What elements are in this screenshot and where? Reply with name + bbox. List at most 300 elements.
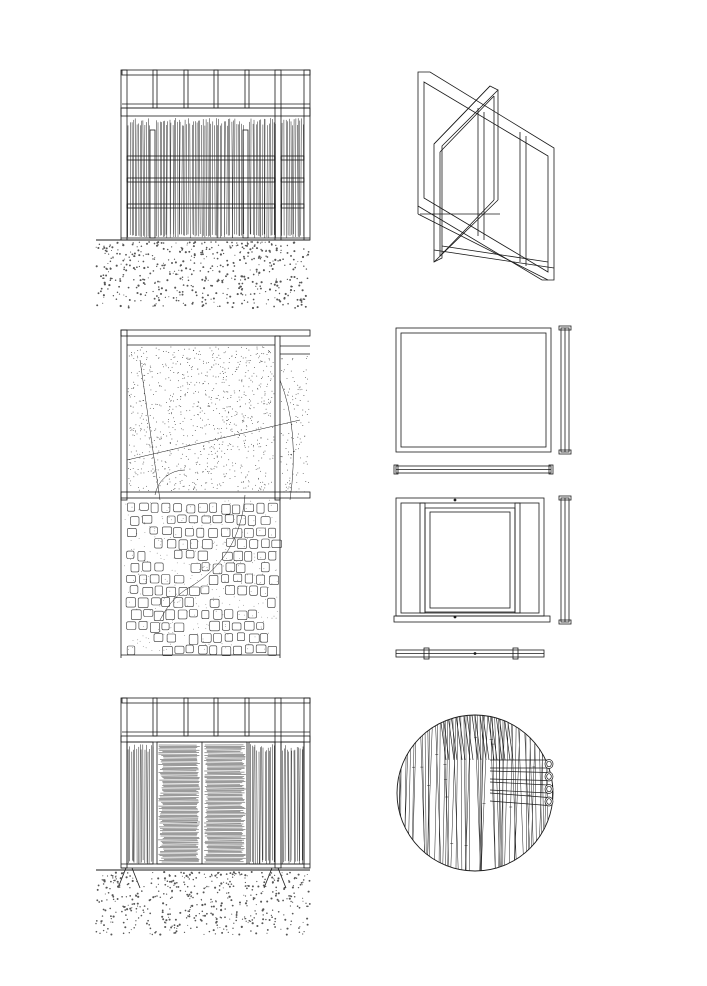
texture-dot xyxy=(112,256,113,257)
texture-dot xyxy=(246,348,247,349)
texture-dot xyxy=(175,585,176,586)
paving-stone xyxy=(138,551,145,561)
texture-dot xyxy=(189,469,190,470)
texture-dot xyxy=(148,638,149,639)
texture-dot xyxy=(267,404,268,405)
texture-dot xyxy=(231,242,233,244)
texture-dot xyxy=(113,295,114,296)
texture-dot xyxy=(183,375,184,376)
texture-dot xyxy=(274,918,276,920)
texture-dot xyxy=(216,589,217,590)
texture-dot xyxy=(130,405,131,406)
texture-dot xyxy=(275,887,277,889)
texture-dot xyxy=(286,490,287,491)
texture-dot xyxy=(253,373,254,374)
texture-dot xyxy=(292,268,294,270)
texture-dot xyxy=(99,933,100,934)
texture-dot xyxy=(239,901,241,903)
texture-dot xyxy=(129,264,131,266)
texture-dot xyxy=(177,373,178,374)
texture-dot xyxy=(215,292,217,294)
texture-dot xyxy=(299,444,300,445)
texture-dot xyxy=(270,402,271,403)
texture-dot xyxy=(96,304,98,306)
texture-dot xyxy=(131,929,132,930)
texture-dot xyxy=(102,875,103,876)
texture-dot xyxy=(252,922,254,924)
texture-dot xyxy=(195,442,196,443)
texture-dot xyxy=(252,381,253,382)
texture-dot xyxy=(123,294,124,295)
texture-dot xyxy=(205,483,206,484)
texture-dot xyxy=(265,919,266,920)
texture-dot xyxy=(150,427,151,428)
texture-dot xyxy=(158,540,159,541)
texture-dot xyxy=(150,933,151,934)
texture-dot xyxy=(156,895,158,897)
texture-dot xyxy=(272,882,273,883)
texture-dot xyxy=(96,931,98,933)
texture-dot xyxy=(128,592,129,593)
texture-dot xyxy=(273,376,274,377)
texture-dot xyxy=(180,265,181,266)
texture-dot xyxy=(240,275,242,277)
texture-dot xyxy=(231,571,232,572)
texture-dot xyxy=(144,905,146,907)
texture-dot xyxy=(235,415,236,416)
texture-dot xyxy=(144,560,145,561)
texture-dot xyxy=(175,429,176,430)
hatch-line xyxy=(269,124,270,238)
texture-dot xyxy=(203,361,204,362)
texture-dot xyxy=(164,650,165,651)
texture-dot xyxy=(256,469,257,470)
texture-dot xyxy=(234,875,235,876)
paving-stone xyxy=(210,646,217,655)
texture-dot xyxy=(254,520,255,521)
texture-dot xyxy=(213,506,214,507)
texture-dot xyxy=(181,248,183,250)
texture-dot xyxy=(151,878,152,879)
texture-dot xyxy=(230,247,232,249)
texture-dot xyxy=(230,503,231,504)
texture-dot xyxy=(246,921,247,922)
texture-dot xyxy=(196,603,197,604)
texture-dot xyxy=(224,369,225,370)
texture-dot xyxy=(119,886,120,887)
texture-dot xyxy=(178,380,179,381)
texture-dot xyxy=(202,253,204,255)
texture-dot xyxy=(245,262,247,264)
hatch-line xyxy=(552,712,553,875)
texture-dot xyxy=(223,466,224,467)
hatch-line xyxy=(529,712,534,875)
texture-dot xyxy=(150,389,151,390)
texture-dot xyxy=(196,295,198,297)
texture-dot xyxy=(268,352,269,353)
texture-dot xyxy=(225,372,226,373)
texture-dot xyxy=(141,890,143,892)
texture-dot xyxy=(207,624,208,625)
texture-dot xyxy=(263,881,265,883)
paving-stone xyxy=(250,540,258,549)
texture-dot xyxy=(240,286,242,288)
texture-dot xyxy=(171,400,172,401)
hatch-line xyxy=(182,125,183,234)
texture-dot xyxy=(302,933,303,934)
texture-dot xyxy=(149,438,150,439)
texture-dot xyxy=(237,293,239,295)
hatch-line xyxy=(225,121,226,237)
texture-dot xyxy=(113,899,114,900)
texture-dot xyxy=(259,293,260,294)
texture-dot xyxy=(164,877,166,879)
texture-dot xyxy=(260,482,261,483)
texture-dot xyxy=(286,873,288,875)
texture-dot xyxy=(137,385,138,386)
texture-dot xyxy=(257,389,258,390)
texture-dot xyxy=(137,433,138,434)
texture-dot xyxy=(271,366,272,367)
texture-dot xyxy=(201,251,203,253)
texture-dot xyxy=(209,248,211,250)
texture-dot xyxy=(179,924,181,926)
hatch-line xyxy=(504,712,508,875)
texture-dot xyxy=(218,376,219,377)
texture-dot xyxy=(150,447,151,448)
paving-stone xyxy=(191,564,201,573)
texture-dot xyxy=(175,273,177,275)
texture-dot xyxy=(221,281,223,283)
texture-dot xyxy=(150,371,151,372)
texture-dot xyxy=(115,912,116,913)
texture-dot xyxy=(174,485,175,486)
texture-dot xyxy=(156,266,157,267)
texture-dot xyxy=(135,924,136,925)
texture-dot xyxy=(287,440,288,441)
texture-dot xyxy=(167,484,168,485)
paving-stone xyxy=(261,563,269,572)
texture-dot xyxy=(133,557,134,558)
texture-dot xyxy=(204,413,205,414)
texture-dot xyxy=(152,896,154,898)
texture-dot xyxy=(220,917,221,918)
texture-dot xyxy=(160,293,162,295)
texture-dot xyxy=(100,290,102,292)
texture-dot xyxy=(196,464,197,465)
texture-dot xyxy=(110,881,112,883)
texture-dot xyxy=(182,279,183,280)
texture-dot xyxy=(300,387,301,388)
texture-dot xyxy=(244,300,245,301)
texture-dot xyxy=(189,894,191,896)
texture-dot xyxy=(265,242,266,243)
texture-dot xyxy=(243,421,244,422)
texture-dot xyxy=(290,901,291,902)
texture-dot xyxy=(186,476,187,477)
texture-dot xyxy=(283,298,285,300)
texture-dot xyxy=(301,304,303,306)
texture-dot xyxy=(199,359,200,360)
texture-dot xyxy=(180,423,181,424)
texture-dot xyxy=(213,297,215,299)
texture-dot xyxy=(261,628,262,629)
texture-dot xyxy=(133,388,134,389)
texture-dot xyxy=(146,923,148,925)
texture-dot xyxy=(254,557,255,558)
texture-dot xyxy=(289,263,291,265)
texture-dot xyxy=(163,366,164,367)
texture-dot xyxy=(239,364,240,365)
texture-dot xyxy=(238,933,240,935)
texture-dot xyxy=(170,443,171,444)
texture-dot xyxy=(261,353,262,354)
texture-dot xyxy=(260,243,261,244)
paving-stone xyxy=(174,504,182,512)
texture-dot xyxy=(237,580,238,581)
texture-dot xyxy=(177,602,178,603)
paving-stone xyxy=(174,623,184,632)
texture-dot xyxy=(126,896,127,897)
texture-dot xyxy=(296,444,297,445)
texture-dot xyxy=(211,397,212,398)
texture-dot xyxy=(141,429,142,430)
texture-dot xyxy=(191,256,192,257)
texture-dot xyxy=(176,466,177,467)
side-elevation-with-door xyxy=(95,698,310,936)
paving-stone xyxy=(257,623,264,630)
texture-dot xyxy=(257,388,258,389)
paving-stone xyxy=(238,611,247,620)
texture-dot xyxy=(140,430,141,431)
texture-dot xyxy=(260,471,261,472)
texture-dot xyxy=(258,274,259,275)
texture-dot xyxy=(255,637,256,638)
texture-dot xyxy=(197,580,198,581)
texture-dot xyxy=(176,882,178,884)
texture-dot xyxy=(187,358,188,359)
texture-dot xyxy=(225,275,227,277)
texture-dot xyxy=(240,361,241,362)
texture-dot xyxy=(188,489,189,490)
texture-dot xyxy=(146,292,147,293)
texture-dot xyxy=(270,547,271,548)
texture-dot xyxy=(169,479,170,480)
texture-dot xyxy=(246,905,247,906)
texture-dot xyxy=(227,407,228,408)
texture-dot xyxy=(152,404,153,405)
texture-dot xyxy=(234,265,236,267)
texture-dot xyxy=(122,260,124,262)
texture-dot xyxy=(244,445,245,446)
texture-dot xyxy=(100,920,102,922)
texture-dot xyxy=(137,454,138,455)
texture-dot xyxy=(251,591,252,592)
texture-dot xyxy=(211,906,213,908)
texture-dot xyxy=(141,415,142,416)
texture-dot xyxy=(220,373,221,374)
texture-dot xyxy=(163,248,165,250)
texture-dot xyxy=(293,885,294,886)
texture-dot xyxy=(198,541,199,542)
texture-dot xyxy=(210,447,211,448)
texture-dot xyxy=(248,370,249,371)
texture-dot xyxy=(308,482,309,483)
texture-dot xyxy=(256,269,258,271)
texture-dot xyxy=(143,353,144,354)
texture-dot xyxy=(226,892,227,893)
texture-dot xyxy=(217,488,218,489)
paving-stone xyxy=(261,587,268,596)
texture-dot xyxy=(165,364,166,365)
texture-dot xyxy=(243,605,244,606)
texture-dot xyxy=(106,887,108,889)
texture-dot xyxy=(194,241,196,243)
texture-dot xyxy=(252,423,253,424)
texture-dot xyxy=(176,594,177,595)
texture-dot xyxy=(174,271,175,272)
texture-dot xyxy=(209,876,211,878)
texture-dot xyxy=(253,258,255,260)
texture-dot xyxy=(189,359,190,360)
texture-dot xyxy=(136,473,137,474)
texture-dot xyxy=(215,901,216,902)
texture-dot xyxy=(186,509,187,510)
texture-dot xyxy=(216,252,218,254)
texture-dot xyxy=(145,364,146,365)
texture-dot xyxy=(152,371,153,372)
texture-dot xyxy=(260,901,262,903)
texture-dot xyxy=(154,259,155,260)
texture-dot xyxy=(212,357,213,358)
texture-dot xyxy=(216,545,217,546)
texture-dot xyxy=(145,254,146,255)
texture-dot xyxy=(260,489,261,490)
texture-dot xyxy=(199,913,200,914)
texture-dot xyxy=(241,472,242,473)
texture-dot xyxy=(147,622,148,623)
texture-dot xyxy=(143,419,144,420)
texture-dot xyxy=(170,406,171,407)
texture-dot xyxy=(308,409,309,410)
texture-dot xyxy=(141,915,143,917)
texture-dot xyxy=(187,925,188,926)
texture-dot xyxy=(296,878,297,879)
texture-dot xyxy=(172,409,173,410)
texture-dot xyxy=(239,874,240,875)
texture-dot xyxy=(294,290,295,291)
texture-dot xyxy=(160,268,161,269)
texture-dot xyxy=(236,351,237,352)
paving-stone xyxy=(143,562,151,571)
texture-dot xyxy=(202,472,203,473)
texture-dot xyxy=(137,893,139,895)
texture-dot xyxy=(202,428,203,429)
texture-dot xyxy=(294,409,295,410)
paving-stone xyxy=(210,621,220,631)
texture-dot xyxy=(176,582,177,583)
paving-stone xyxy=(248,610,256,618)
texture-dot xyxy=(172,925,173,926)
texture-dot xyxy=(219,889,221,891)
texture-dot xyxy=(174,882,176,884)
texture-dot xyxy=(233,562,234,563)
hatch-line xyxy=(253,124,254,235)
texture-dot xyxy=(213,519,214,520)
texture-dot xyxy=(136,609,137,610)
texture-dot xyxy=(227,288,228,289)
texture-dot xyxy=(129,356,130,357)
paving-stone xyxy=(234,551,243,561)
texture-dot xyxy=(305,295,307,297)
texture-dot xyxy=(225,581,226,582)
paving-stone xyxy=(225,610,233,619)
texture-dot xyxy=(185,465,186,466)
texture-dot xyxy=(248,922,249,923)
texture-dot xyxy=(245,895,246,896)
texture-dot xyxy=(183,594,184,595)
texture-dot xyxy=(129,602,130,603)
texture-dot xyxy=(195,348,196,349)
texture-dot xyxy=(132,507,133,508)
texture-dot xyxy=(276,298,278,300)
paving-stone xyxy=(186,645,193,653)
texture-dot xyxy=(231,429,232,430)
texture-dot xyxy=(215,404,216,405)
texture-dot xyxy=(195,920,197,922)
texture-dot xyxy=(160,445,161,446)
texture-dot xyxy=(160,623,161,624)
texture-dot xyxy=(277,581,278,582)
texture-dot xyxy=(144,363,145,364)
texture-dot xyxy=(202,911,204,913)
texture-dot xyxy=(176,363,177,364)
texture-dot xyxy=(258,490,259,491)
texture-dot xyxy=(148,241,150,243)
texture-dot xyxy=(103,297,104,298)
texture-dot xyxy=(216,877,217,878)
texture-dot xyxy=(102,303,103,304)
texture-dot xyxy=(195,391,196,392)
texture-dot xyxy=(182,480,183,481)
texture-dot xyxy=(173,417,174,418)
hatch-line xyxy=(299,748,300,864)
texture-dot xyxy=(269,500,270,501)
texture-dot xyxy=(180,363,181,364)
texture-dot xyxy=(272,427,273,428)
texture-dot xyxy=(152,377,153,378)
texture-dot xyxy=(185,395,186,396)
texture-dot xyxy=(233,923,234,924)
texture-dot xyxy=(154,257,155,258)
paving-stone xyxy=(202,610,209,618)
texture-dot xyxy=(242,532,243,533)
texture-dot xyxy=(104,909,106,911)
paving-stone xyxy=(245,528,254,537)
texture-dot xyxy=(203,287,205,289)
texture-dot xyxy=(245,885,247,887)
texture-dot xyxy=(128,307,130,309)
texture-dot xyxy=(195,472,196,473)
texture-dot xyxy=(255,465,256,466)
texture-dot xyxy=(121,896,123,898)
texture-dot xyxy=(272,891,274,893)
texture-dot xyxy=(272,618,273,619)
texture-dot xyxy=(137,643,138,644)
texture-dot xyxy=(273,878,274,879)
texture-dot xyxy=(128,478,129,479)
paving-stone xyxy=(197,528,204,537)
